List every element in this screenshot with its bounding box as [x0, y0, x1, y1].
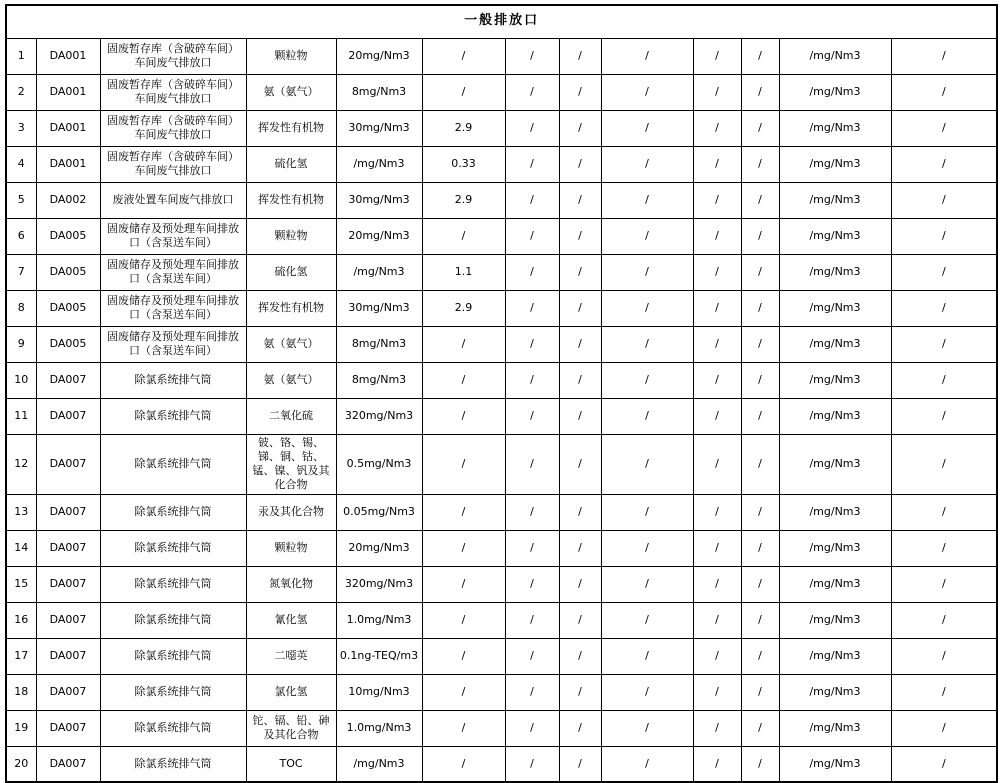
blank-value-5-cell: / [741, 398, 779, 434]
blank-value-1-cell: / [505, 74, 559, 110]
table-row [6, 638, 997, 674]
monitoring-value-cell: 1.1 [422, 254, 505, 290]
blank-value-2-cell: / [559, 398, 601, 434]
blank-value-4-cell: / [693, 530, 741, 566]
blank-value-6-cell: / [891, 494, 997, 530]
blank-value-6-cell: / [891, 638, 997, 674]
limit-concentration-cell: 1.0mg/Nm3 [336, 602, 422, 638]
blank-value-4-cell: / [693, 362, 741, 398]
pollutant-name-cell: 氮氧化物 [246, 566, 336, 602]
row-number-cell: 19 [6, 710, 36, 746]
blank-value-2-cell: / [559, 566, 601, 602]
table-row [6, 494, 997, 530]
blank-value-6-cell: / [891, 74, 997, 110]
row-number-cell: 13 [6, 494, 36, 530]
pollutant-name-cell: 二噁英 [246, 638, 336, 674]
blank-value-5-cell: / [741, 602, 779, 638]
blank-value-6-cell: / [891, 602, 997, 638]
pollutant-name-cell: 颗粒物 [246, 218, 336, 254]
blank-value-6-cell: / [891, 674, 997, 710]
blank-value-1-cell: / [505, 146, 559, 182]
limit-concentration-cell: 320mg/Nm3 [336, 398, 422, 434]
outlet-code-cell: DA005 [36, 254, 100, 290]
limit-concentration-cell: 20mg/Nm3 [336, 218, 422, 254]
outlet-name-cell: 固废暂存库（含破碎车间）车间废气排放口 [100, 110, 246, 146]
limit-concentration-cell: 30mg/Nm3 [336, 110, 422, 146]
blank-value-4-cell: / [693, 602, 741, 638]
blank-value-6-cell: / [891, 530, 997, 566]
blank-value-4-cell: / [693, 710, 741, 746]
concentration-unit-cell: /mg/Nm3 [779, 326, 891, 362]
blank-value-4-cell: / [693, 182, 741, 218]
concentration-unit-cell: /mg/Nm3 [779, 434, 891, 494]
blank-value-6-cell: / [891, 362, 997, 398]
blank-value-1-cell: / [505, 530, 559, 566]
outlet-code-cell: DA007 [36, 362, 100, 398]
blank-value-6-cell: / [891, 746, 997, 782]
blank-value-5-cell: / [741, 326, 779, 362]
pollutant-name-cell: 氯化氢 [246, 674, 336, 710]
row-number-cell: 16 [6, 602, 36, 638]
limit-concentration-cell: 10mg/Nm3 [336, 674, 422, 710]
outlet-name-cell: 除氯系统排气筒 [100, 566, 246, 602]
blank-value-2-cell: / [559, 110, 601, 146]
table-row [6, 254, 997, 290]
concentration-unit-cell: /mg/Nm3 [779, 746, 891, 782]
monitoring-value-cell: 2.9 [422, 182, 505, 218]
monitoring-value-cell: 0.33 [422, 146, 505, 182]
blank-value-1-cell: / [505, 674, 559, 710]
blank-value-3-cell: / [601, 326, 693, 362]
table-row [6, 434, 997, 494]
blank-value-1-cell: / [505, 434, 559, 494]
pollutant-name-cell: 挥发性有机物 [246, 290, 336, 326]
blank-value-4-cell: / [693, 434, 741, 494]
monitoring-value-cell: / [422, 566, 505, 602]
table-row [6, 38, 997, 74]
blank-value-2-cell: / [559, 494, 601, 530]
blank-value-1-cell: / [505, 398, 559, 434]
outlet-code-cell: DA001 [36, 74, 100, 110]
limit-concentration-cell: /mg/Nm3 [336, 146, 422, 182]
limit-concentration-cell: 8mg/Nm3 [336, 74, 422, 110]
blank-value-1-cell: / [505, 602, 559, 638]
blank-value-1-cell: / [505, 110, 559, 146]
blank-value-4-cell: / [693, 674, 741, 710]
blank-value-5-cell: / [741, 566, 779, 602]
outlet-name-cell: 除氯系统排气筒 [100, 746, 246, 782]
outlet-code-cell: DA007 [36, 494, 100, 530]
blank-value-6-cell: / [891, 182, 997, 218]
pollutant-name-cell: 硫化氢 [246, 254, 336, 290]
pollutant-name-cell: 挥发性有机物 [246, 182, 336, 218]
blank-value-3-cell: / [601, 434, 693, 494]
limit-concentration-cell: 8mg/Nm3 [336, 362, 422, 398]
concentration-unit-cell: /mg/Nm3 [779, 674, 891, 710]
blank-value-3-cell: / [601, 530, 693, 566]
blank-value-2-cell: / [559, 362, 601, 398]
concentration-unit-cell: /mg/Nm3 [779, 110, 891, 146]
blank-value-1-cell: / [505, 290, 559, 326]
monitoring-value-cell: / [422, 602, 505, 638]
table-body [6, 5, 997, 782]
outlet-code-cell: DA007 [36, 434, 100, 494]
blank-value-1-cell: / [505, 746, 559, 782]
blank-value-3-cell: / [601, 38, 693, 74]
blank-value-5-cell: / [741, 218, 779, 254]
blank-value-4-cell: / [693, 494, 741, 530]
table-row [6, 398, 997, 434]
blank-value-5-cell: / [741, 254, 779, 290]
outlet-name-cell: 固废储存及预处理车间排放口（含泵送车间） [100, 326, 246, 362]
limit-concentration-cell: 30mg/Nm3 [336, 182, 422, 218]
outlet-code-cell: DA005 [36, 290, 100, 326]
table-title-row [6, 5, 997, 38]
blank-value-2-cell: / [559, 182, 601, 218]
limit-concentration-cell: 30mg/Nm3 [336, 290, 422, 326]
table-row [6, 602, 997, 638]
blank-value-5-cell: / [741, 494, 779, 530]
table-row [6, 182, 997, 218]
outlet-name-cell: 固废储存及预处理车间排放口（含泵送车间） [100, 290, 246, 326]
blank-value-3-cell: / [601, 110, 693, 146]
blank-value-5-cell: / [741, 530, 779, 566]
blank-value-2-cell: / [559, 638, 601, 674]
row-number-cell: 14 [6, 530, 36, 566]
blank-value-4-cell: / [693, 254, 741, 290]
blank-value-5-cell: / [741, 146, 779, 182]
limit-concentration-cell: 320mg/Nm3 [336, 566, 422, 602]
blank-value-1-cell: / [505, 254, 559, 290]
pollutant-name-cell: 汞及其化合物 [246, 494, 336, 530]
blank-value-1-cell: / [505, 638, 559, 674]
outlet-code-cell: DA007 [36, 638, 100, 674]
outlet-name-cell: 除氯系统排气筒 [100, 674, 246, 710]
blank-value-1-cell: / [505, 326, 559, 362]
blank-value-6-cell: / [891, 218, 997, 254]
blank-value-2-cell: / [559, 74, 601, 110]
monitoring-value-cell: / [422, 530, 505, 566]
blank-value-1-cell: / [505, 362, 559, 398]
pollutant-name-cell: 氨（氨气） [246, 326, 336, 362]
blank-value-4-cell: / [693, 638, 741, 674]
blank-value-5-cell: / [741, 746, 779, 782]
blank-value-2-cell: / [559, 530, 601, 566]
concentration-unit-cell: /mg/Nm3 [779, 602, 891, 638]
outlet-code-cell: DA002 [36, 182, 100, 218]
outlet-code-cell: DA007 [36, 602, 100, 638]
blank-value-5-cell: / [741, 38, 779, 74]
row-number-cell: 15 [6, 566, 36, 602]
blank-value-6-cell: / [891, 566, 997, 602]
concentration-unit-cell: /mg/Nm3 [779, 218, 891, 254]
blank-value-3-cell: / [601, 638, 693, 674]
blank-value-5-cell: / [741, 74, 779, 110]
limit-concentration-cell: 20mg/Nm3 [336, 38, 422, 74]
concentration-unit-cell: /mg/Nm3 [779, 146, 891, 182]
outlet-code-cell: DA007 [36, 530, 100, 566]
blank-value-6-cell: / [891, 398, 997, 434]
blank-value-3-cell: / [601, 146, 693, 182]
blank-value-1-cell: / [505, 494, 559, 530]
limit-concentration-cell: 1.0mg/Nm3 [336, 710, 422, 746]
table-row [6, 110, 997, 146]
blank-value-3-cell: / [601, 746, 693, 782]
limit-concentration-cell: 0.5mg/Nm3 [336, 434, 422, 494]
blank-value-6-cell: / [891, 710, 997, 746]
row-number-cell: 18 [6, 674, 36, 710]
blank-value-1-cell: / [505, 566, 559, 602]
outlet-code-cell: DA005 [36, 326, 100, 362]
limit-concentration-cell: /mg/Nm3 [336, 254, 422, 290]
concentration-unit-cell: /mg/Nm3 [779, 398, 891, 434]
blank-value-4-cell: / [693, 398, 741, 434]
table-row [6, 362, 997, 398]
pollutant-name-cell: 颗粒物 [246, 530, 336, 566]
blank-value-5-cell: / [741, 110, 779, 146]
blank-value-4-cell: / [693, 146, 741, 182]
monitoring-value-cell: / [422, 362, 505, 398]
table-row [6, 674, 997, 710]
outlet-name-cell: 除氯系统排气筒 [100, 602, 246, 638]
pollutant-name-cell: 氰化氢 [246, 602, 336, 638]
monitoring-value-cell: / [422, 746, 505, 782]
blank-value-5-cell: / [741, 638, 779, 674]
blank-value-4-cell: / [693, 38, 741, 74]
blank-value-4-cell: / [693, 326, 741, 362]
pollutant-name-cell: 挥发性有机物 [246, 110, 336, 146]
concentration-unit-cell: /mg/Nm3 [779, 38, 891, 74]
blank-value-4-cell: / [693, 746, 741, 782]
blank-value-5-cell: / [741, 290, 779, 326]
monitoring-value-cell: / [422, 710, 505, 746]
outlet-code-cell: DA001 [36, 38, 100, 74]
row-number-cell: 11 [6, 398, 36, 434]
blank-value-6-cell: / [891, 434, 997, 494]
row-number-cell: 6 [6, 218, 36, 254]
blank-value-3-cell: / [601, 218, 693, 254]
blank-value-4-cell: / [693, 566, 741, 602]
concentration-unit-cell: /mg/Nm3 [779, 530, 891, 566]
pollutant-name-cell: 二氧化硫 [246, 398, 336, 434]
outlet-name-cell: 固废暂存库（含破碎车间）车间废气排放口 [100, 74, 246, 110]
blank-value-2-cell: / [559, 602, 601, 638]
emission-table-sheet [5, 4, 996, 783]
table-row [6, 146, 997, 182]
blank-value-3-cell: / [601, 398, 693, 434]
outlet-name-cell: 废液处置车间废气排放口 [100, 182, 246, 218]
monitoring-value-cell: / [422, 38, 505, 74]
table-row [6, 218, 997, 254]
blank-value-6-cell: / [891, 290, 997, 326]
pollutant-name-cell: 颗粒物 [246, 38, 336, 74]
blank-value-3-cell: / [601, 602, 693, 638]
blank-value-4-cell: / [693, 110, 741, 146]
blank-value-5-cell: / [741, 674, 779, 710]
blank-value-2-cell: / [559, 674, 601, 710]
blank-value-2-cell: / [559, 326, 601, 362]
concentration-unit-cell: /mg/Nm3 [779, 74, 891, 110]
blank-value-1-cell: / [505, 218, 559, 254]
outlet-name-cell: 除氯系统排气筒 [100, 434, 246, 494]
table-row [6, 566, 997, 602]
blank-value-6-cell: / [891, 38, 997, 74]
row-number-cell: 7 [6, 254, 36, 290]
monitoring-value-cell: / [422, 218, 505, 254]
outlet-name-cell: 固废储存及预处理车间排放口（含泵送车间） [100, 254, 246, 290]
outlet-name-cell: 除氯系统排气筒 [100, 638, 246, 674]
blank-value-5-cell: / [741, 362, 779, 398]
blank-value-5-cell: / [741, 710, 779, 746]
blank-value-3-cell: / [601, 362, 693, 398]
table-row [6, 290, 997, 326]
outlet-name-cell: 除氯系统排气筒 [100, 398, 246, 434]
concentration-unit-cell: /mg/Nm3 [779, 494, 891, 530]
outlet-name-cell: 固废暂存库（含破碎车间）车间废气排放口 [100, 146, 246, 182]
blank-value-4-cell: / [693, 290, 741, 326]
row-number-cell: 10 [6, 362, 36, 398]
blank-value-2-cell: / [559, 290, 601, 326]
monitoring-value-cell: / [422, 638, 505, 674]
row-number-cell: 4 [6, 146, 36, 182]
row-number-cell: 9 [6, 326, 36, 362]
outlet-name-cell: 除氯系统排气筒 [100, 530, 246, 566]
limit-concentration-cell: 8mg/Nm3 [336, 326, 422, 362]
pollutant-name-cell: 铍、铬、锡、锑、铜、钴、锰、镍、钒及其化合物 [246, 434, 336, 494]
outlet-code-cell: DA007 [36, 398, 100, 434]
pollutant-name-cell: 氨（氨气） [246, 362, 336, 398]
row-number-cell: 5 [6, 182, 36, 218]
blank-value-6-cell: / [891, 326, 997, 362]
row-number-cell: 12 [6, 434, 36, 494]
blank-value-3-cell: / [601, 74, 693, 110]
concentration-unit-cell: /mg/Nm3 [779, 566, 891, 602]
table-row [6, 530, 997, 566]
monitoring-value-cell: / [422, 434, 505, 494]
row-number-cell: 17 [6, 638, 36, 674]
concentration-unit-cell: /mg/Nm3 [779, 638, 891, 674]
blank-value-3-cell: / [601, 290, 693, 326]
pollutant-name-cell: TOC [246, 746, 336, 782]
blank-value-2-cell: / [559, 254, 601, 290]
pollutant-name-cell: 硫化氢 [246, 146, 336, 182]
pollutant-name-cell: 铊、镉、铅、砷及其化合物 [246, 710, 336, 746]
blank-value-1-cell: / [505, 710, 559, 746]
monitoring-value-cell: / [422, 494, 505, 530]
row-number-cell: 3 [6, 110, 36, 146]
row-number-cell: 20 [6, 746, 36, 782]
blank-value-3-cell: / [601, 710, 693, 746]
blank-value-3-cell: / [601, 254, 693, 290]
blank-value-6-cell: / [891, 146, 997, 182]
limit-concentration-cell: /mg/Nm3 [336, 746, 422, 782]
blank-value-1-cell: / [505, 182, 559, 218]
outlet-code-cell: DA007 [36, 674, 100, 710]
outlet-name-cell: 除氯系统排气筒 [100, 494, 246, 530]
blank-value-6-cell: / [891, 254, 997, 290]
table-row [6, 74, 997, 110]
general-emission-outlet-table [5, 4, 998, 783]
blank-value-2-cell: / [559, 710, 601, 746]
outlet-name-cell: 除氯系统排气筒 [100, 710, 246, 746]
outlet-code-cell: DA001 [36, 110, 100, 146]
blank-value-2-cell: / [559, 218, 601, 254]
outlet-code-cell: DA007 [36, 566, 100, 602]
row-number-cell: 2 [6, 74, 36, 110]
outlet-code-cell: DA007 [36, 746, 100, 782]
blank-value-2-cell: / [559, 38, 601, 74]
concentration-unit-cell: /mg/Nm3 [779, 254, 891, 290]
blank-value-2-cell: / [559, 434, 601, 494]
concentration-unit-cell: /mg/Nm3 [779, 362, 891, 398]
blank-value-4-cell: / [693, 74, 741, 110]
outlet-code-cell: DA007 [36, 710, 100, 746]
blank-value-3-cell: / [601, 494, 693, 530]
concentration-unit-cell: /mg/Nm3 [779, 710, 891, 746]
blank-value-5-cell: / [741, 182, 779, 218]
table-row [6, 326, 997, 362]
blank-value-3-cell: / [601, 566, 693, 602]
limit-concentration-cell: 0.1ng-TEQ/m3 [336, 638, 422, 674]
limit-concentration-cell: 0.05mg/Nm3 [336, 494, 422, 530]
monitoring-value-cell: 2.9 [422, 290, 505, 326]
blank-value-3-cell: / [601, 674, 693, 710]
outlet-name-cell: 固废储存及预处理车间排放口（含泵送车间） [100, 218, 246, 254]
blank-value-2-cell: / [559, 146, 601, 182]
outlet-code-cell: DA005 [36, 218, 100, 254]
outlet-code-cell: DA001 [36, 146, 100, 182]
row-number-cell: 1 [6, 38, 36, 74]
concentration-unit-cell: /mg/Nm3 [779, 290, 891, 326]
row-number-cell: 8 [6, 290, 36, 326]
blank-value-4-cell: / [693, 218, 741, 254]
concentration-unit-cell: /mg/Nm3 [779, 182, 891, 218]
blank-value-6-cell: / [891, 110, 997, 146]
outlet-name-cell: 固废暂存库（含破碎车间）车间废气排放口 [100, 38, 246, 74]
monitoring-value-cell: 2.9 [422, 110, 505, 146]
monitoring-value-cell: / [422, 74, 505, 110]
pollutant-name-cell: 氨（氨气） [246, 74, 336, 110]
table-row [6, 710, 997, 746]
blank-value-5-cell: / [741, 434, 779, 494]
blank-value-3-cell: / [601, 182, 693, 218]
limit-concentration-cell: 20mg/Nm3 [336, 530, 422, 566]
blank-value-1-cell: / [505, 38, 559, 74]
table-title: 一般排放口 [6, 5, 997, 38]
blank-value-2-cell: / [559, 746, 601, 782]
monitoring-value-cell: / [422, 398, 505, 434]
monitoring-value-cell: / [422, 674, 505, 710]
monitoring-value-cell: / [422, 326, 505, 362]
outlet-name-cell: 除氯系统排气筒 [100, 362, 246, 398]
table-row [6, 746, 997, 782]
